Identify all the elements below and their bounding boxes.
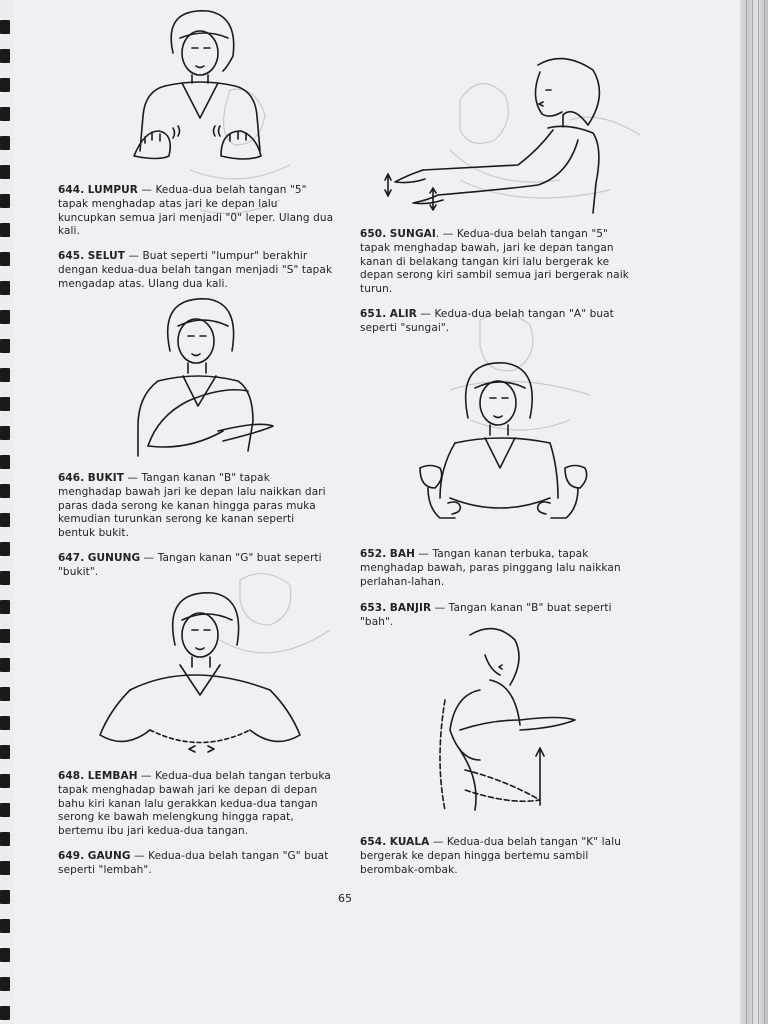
- entry-text: — Tangan kanan "G" buat seperti "bukit".: [58, 552, 322, 578]
- binding-hole: [0, 919, 10, 933]
- entry-649: [58, 850, 334, 878]
- entry-text: — Kedua-dua belah tangan "A" buat seperti "sungai".: [360, 308, 614, 334]
- entry-term: SUNGAI: [389, 228, 436, 240]
- entry-number: 654.: [360, 836, 387, 848]
- entry-number: 645.: [58, 250, 85, 262]
- entry-text: — Kedua-dua belah tangan "5" tapak menghadap atas jari ke depan lalu kuncupkan semua jari menjadi "0" leper. Ulang dua kali.: [58, 184, 334, 238]
- binding-hole: [0, 426, 10, 440]
- binding-hole: [0, 397, 10, 411]
- entry-term: GUNUNG: [87, 552, 141, 564]
- binding-hole: [0, 1006, 10, 1020]
- illustration-lembah: [90, 590, 305, 765]
- entry-term: LEMBAH: [87, 770, 138, 782]
- entry-number: 650.: [360, 228, 387, 240]
- entry-text: — Buat seperti "lumpur" berakhir dengan kedua-dua belah tangan menjadi "S" tapak mengadap atas. Ulang dua kali.: [58, 250, 333, 290]
- binding-hole: [0, 136, 10, 150]
- entry-term: BANJIR: [389, 602, 432, 614]
- binding-hole: [0, 252, 10, 266]
- entry-653: [360, 602, 636, 630]
- illustration-bah: [400, 358, 600, 528]
- entry-text: — Tangan kanan "B" buat seperti "bah".: [360, 602, 612, 628]
- entry-number: 648.: [58, 770, 85, 782]
- binding-hole: [0, 977, 10, 991]
- binding-hole: [0, 223, 10, 237]
- entry-term: KUALA: [389, 836, 430, 848]
- illustration-lumpur: [120, 8, 270, 168]
- entry-number: 649.: [58, 850, 85, 862]
- entry-text: — Kedua-dua belah tangan "G" buat seperti "lembah".: [58, 850, 329, 876]
- binding-hole: [0, 165, 10, 179]
- entry-number: 652.: [360, 548, 387, 560]
- entry-646: [58, 472, 334, 541]
- binding-hole: [0, 281, 10, 295]
- entry-645: [58, 250, 334, 291]
- binding-hole: [0, 368, 10, 382]
- entry-652: [360, 548, 636, 589]
- entry-term: GAUNG: [87, 850, 131, 862]
- spiral-binding: [0, 0, 14, 1024]
- binding-hole: [0, 774, 10, 788]
- entry-number: 646.: [58, 472, 85, 484]
- entry-text: . — Kedua-dua belah tangan "5" tapak menghadap bawah, jari ke depan tangan kanan di belakang tangan kiri lalu bergerak ke depan serong kiri sambil semua jari bergerak naik turun.: [360, 228, 629, 296]
- binding-hole: [0, 629, 10, 643]
- entry-text: — Kedua-dua belah tangan terbuka tapak menghadap bawah jari ke depan di depan bahu kiri kanan lalu gerakkan kedua-dua tangan serong ke bawah melengkung hingga rapat, bertemu ibu jari kedua-dua tangan.: [58, 770, 331, 838]
- binding-hole: [0, 49, 10, 63]
- entry-text: — Tangan kanan "B" tapak menghadap bawah jari ke depan lalu naikkan dari paras dada serong ke kanan hingga paras muka kemudian turunkan serong ke kanan seperti bentuk bukit.: [58, 472, 326, 540]
- illustration-bukit: [128, 296, 278, 461]
- page-number: 65: [338, 892, 352, 905]
- binding-hole: [0, 890, 10, 904]
- entry-number: 647.: [58, 552, 85, 564]
- binding-hole: [0, 832, 10, 846]
- binding-hole: [0, 107, 10, 121]
- binding-hole: [0, 20, 10, 34]
- entry-number: 644.: [58, 184, 85, 196]
- entry-term: LUMPUR: [87, 184, 138, 196]
- entry-number: 653.: [360, 602, 387, 614]
- binding-hole: [0, 803, 10, 817]
- entry-text: — Tangan kanan terbuka, tapak menghadap bawah, paras pinggang lalu naikkan perlahan-lahan.: [360, 548, 621, 588]
- binding-hole: [0, 513, 10, 527]
- illustration-sungai: [378, 50, 613, 215]
- entry-term: BUKIT: [87, 472, 125, 484]
- binding-hole: [0, 339, 10, 353]
- binding-hole: [0, 658, 10, 672]
- entry-654: [360, 836, 636, 877]
- entry-term: SELUT: [87, 250, 126, 262]
- entry-647: [58, 552, 334, 580]
- illustration-kuala: [420, 620, 595, 820]
- binding-hole: [0, 716, 10, 730]
- entry-648: [58, 770, 334, 839]
- binding-hole: [0, 571, 10, 585]
- binding-hole: [0, 484, 10, 498]
- entry-650: [360, 228, 636, 297]
- binding-hole: [0, 600, 10, 614]
- binding-hole: [0, 687, 10, 701]
- binding-hole: [0, 861, 10, 875]
- entry-term: ALIR: [389, 308, 417, 320]
- binding-hole: [0, 745, 10, 759]
- binding-hole: [0, 310, 10, 324]
- binding-hole: [0, 542, 10, 556]
- page-stack-edge: [740, 0, 768, 1024]
- binding-hole: [0, 194, 10, 208]
- entry-644: [58, 184, 334, 239]
- entry-number: 651.: [360, 308, 387, 320]
- entry-term: BAH: [389, 548, 415, 560]
- entry-text: — Kedua-dua belah tangan "K" lalu bergerak ke depan hingga bertemu sambil berombak-ombak.: [360, 836, 621, 876]
- binding-hole: [0, 78, 10, 92]
- binding-hole: [0, 455, 10, 469]
- binding-hole: [0, 948, 10, 962]
- entry-651: [360, 308, 636, 336]
